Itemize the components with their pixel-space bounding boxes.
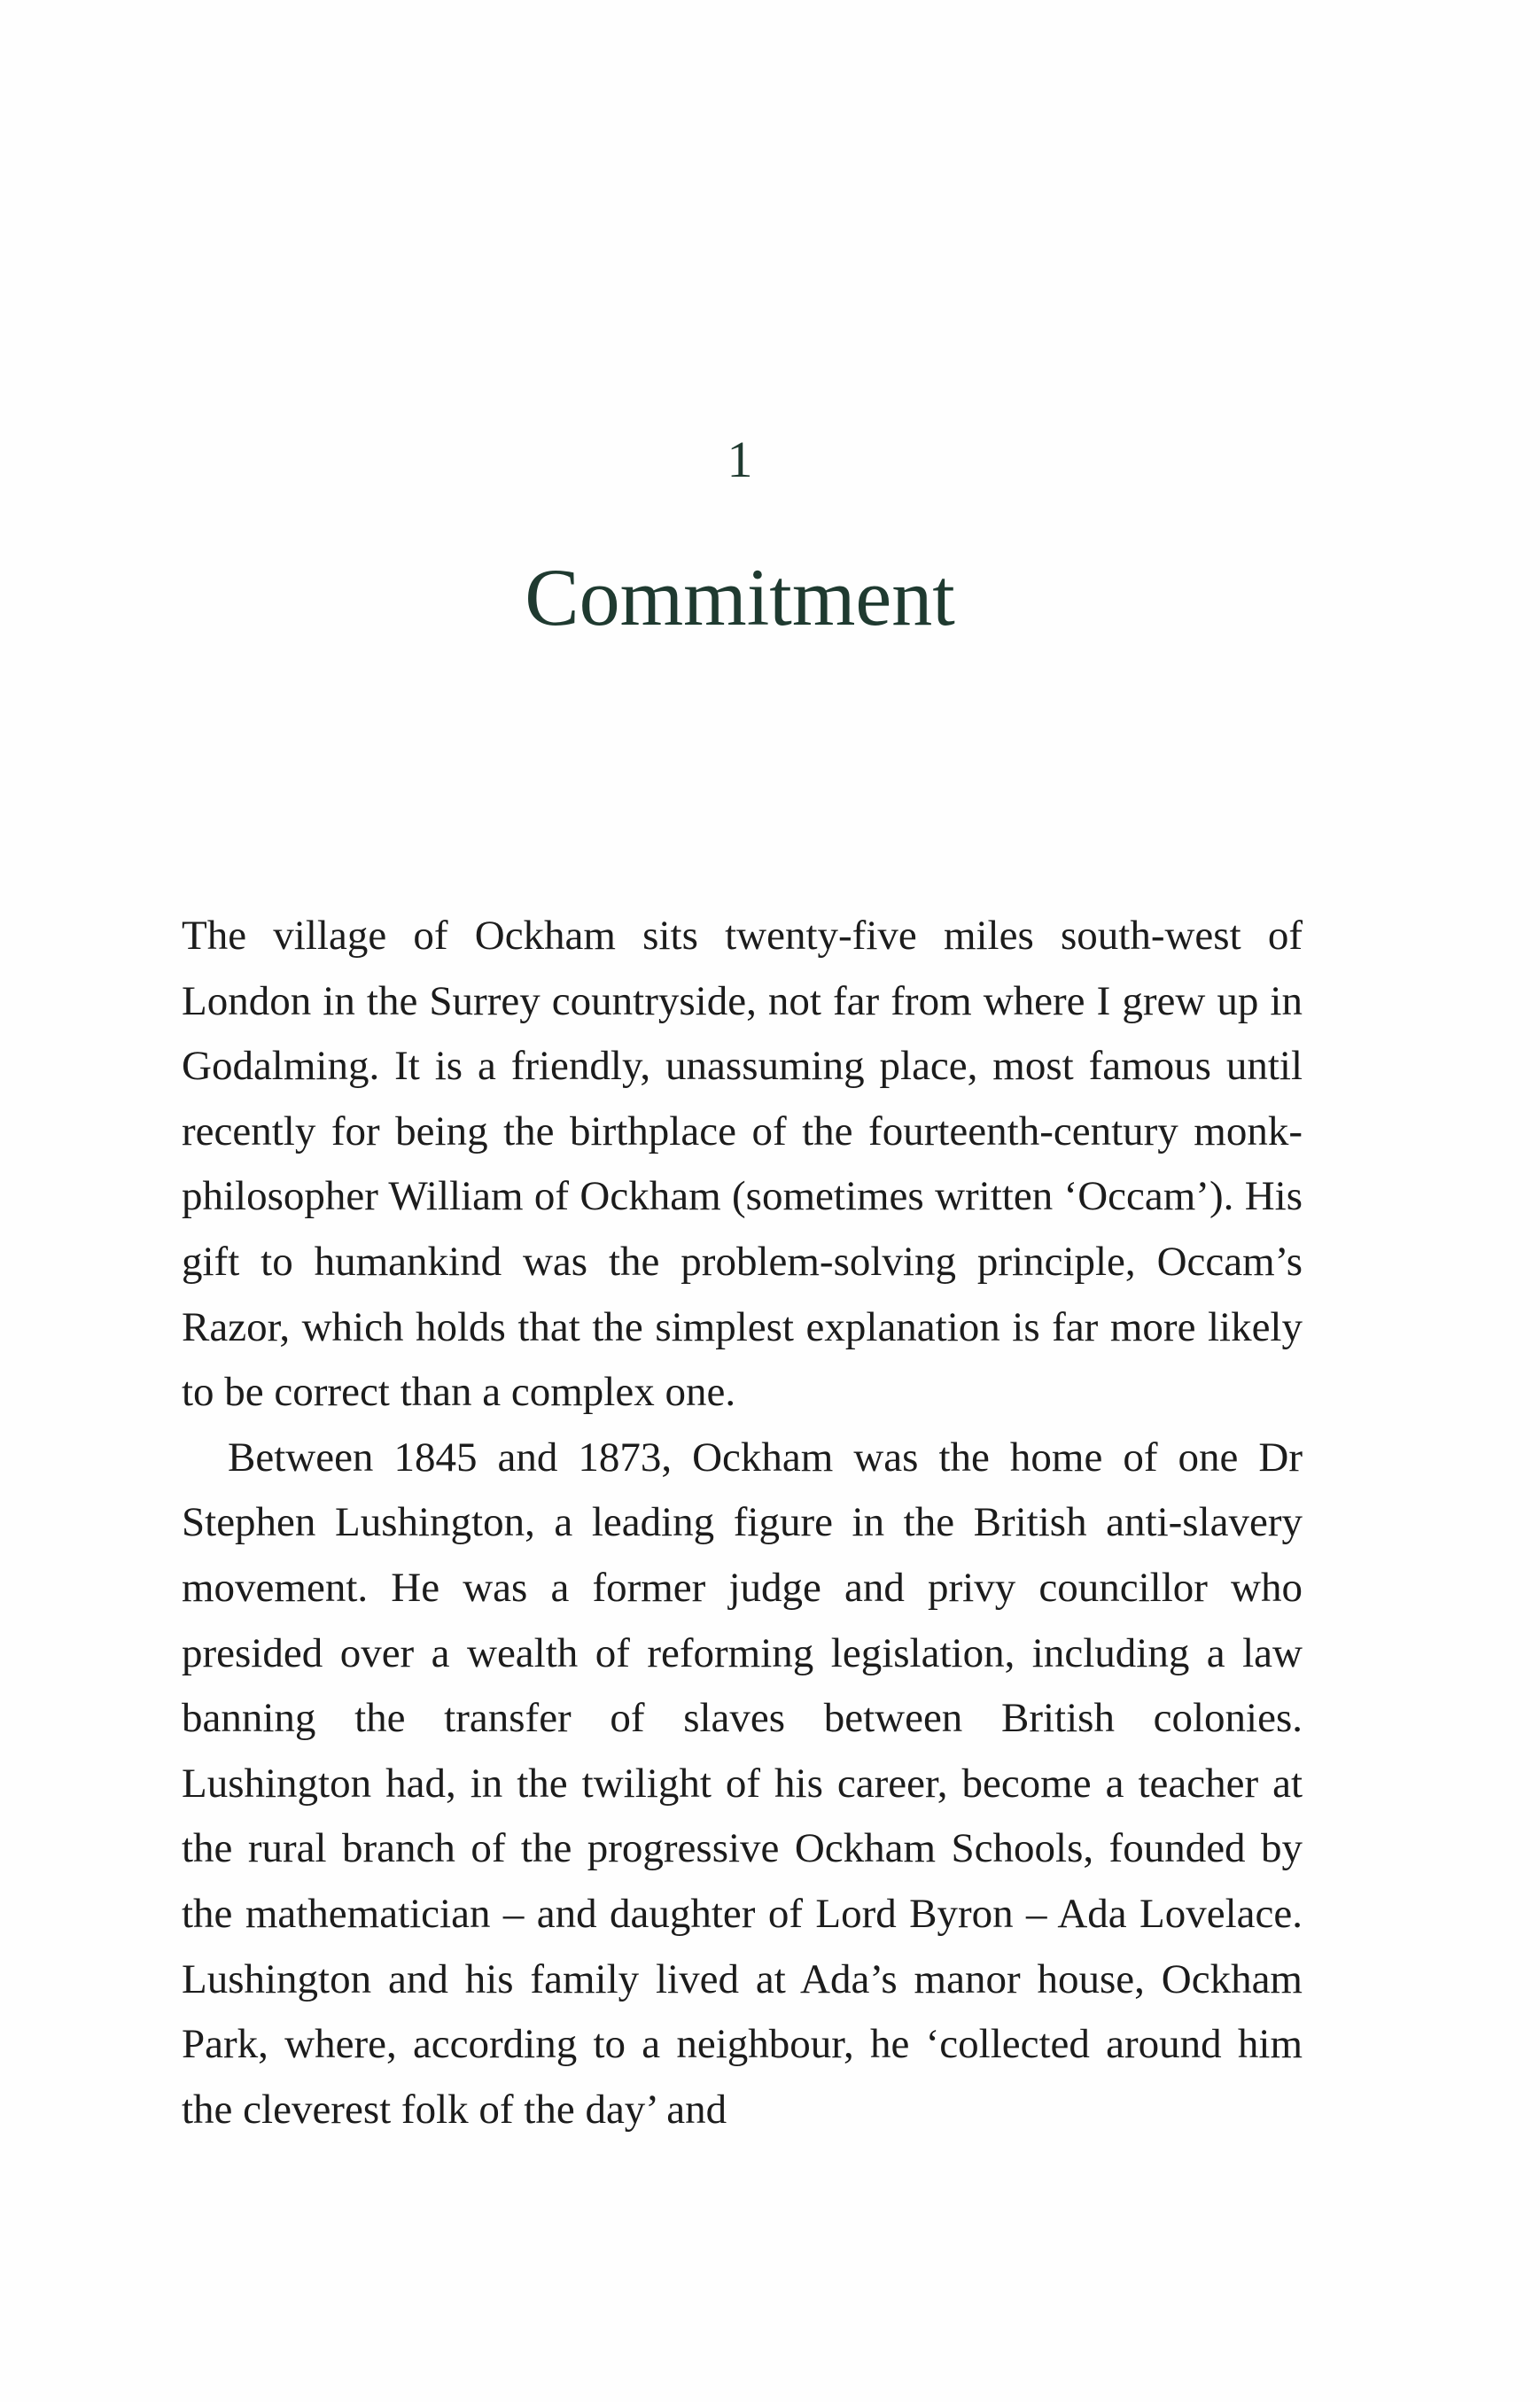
chapter-number: 1 [727, 431, 753, 488]
paragraph-1: The village of Ockham sits twenty-five miles south-west of London in the Surrey countryside, not far from where I grew up in Godalming. It is a friendly, unassuming place, most famous until recently for being the birthplace of the fourteenth-century monk-philosopher William of Ockham (sometimes written ‘Occam’). His gift to humankind was the problem-solving principle, Occam’s Razor, which holds that the simplest explanation is far more likely to be correct than a complex one. [182, 913, 1303, 1416]
paragraph-2: Between 1845 and 1873, Ockham was the home of one Dr Stephen Lushington, a leading figure in the British anti-slavery movement. He was a former judge and privy councillor who presided over a wealth of reforming legislation, including a law banning the transfer of slaves between British colonies. Lushington had, in the twilight of his career, become a teacher at the rural branch of the progressive Ockham Schools, founded by the mathematician – and daughter of Lord Byron – Ada Lovelace. Lushington and his family lived at Ada’s manor house, Ockham Park, where, according to a neighbour, he ‘collected around him the cleverest folk of the day’ and [182, 1434, 1303, 2133]
chapter-title: Commitment [525, 552, 955, 642]
chapter-body [182, 904, 1303, 2142]
